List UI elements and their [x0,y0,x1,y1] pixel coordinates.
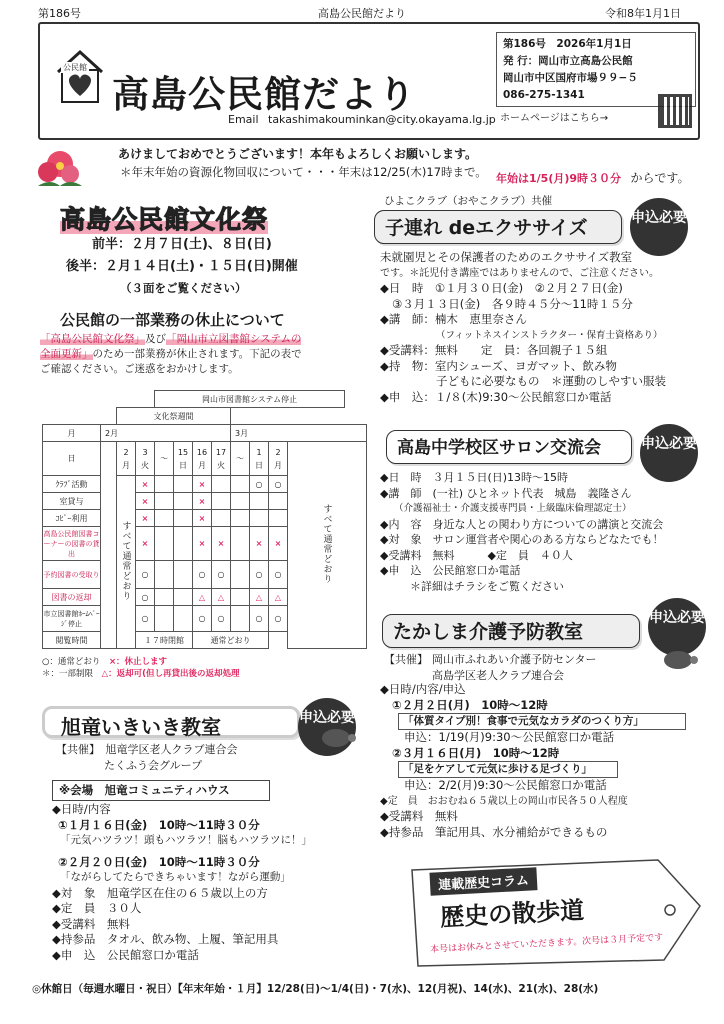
kyokuryu-capacity: ◆定 員 ３０人 [52,901,142,915]
festival-title [56,200,272,236]
festival-first: 前半：２月７日(土)、８日(日) [92,237,272,252]
closure-table: 岡山市図書館システム停止 文化祭週間 月 2月 3月 日 2 月 3 火 〜 15 日 16 月 17 火 〜 1 日 2 月 すべて通常どおり ｸﾗﾌﾞ活動 すべて通常どおり × × ○ ○ 室貸与 × × ｺﾋﾟｰ利用 × × 高島公民館図書コーナーの図書の貸出 × × × × × 予約図書の受取り ○ ○ ○ ○ ○ 図書の返却 ○ △ △ △ △ 市立図書館ﾎｰﾑﾍﾟｰｼﾞ停止 ○ ○ ○ ○ ○ 閲覧時間 １７時閉館 通常どおり [42,390,367,649]
greeting-line-1: あけましておめでとうございます！本年もよろしくお願いします。 [118,147,478,161]
kaigo-capacity: ◆定 員 おおむね６５歳以上の岡山市民各５０人程度 [380,795,628,807]
day-2b: 2 月 [269,442,288,476]
kyokuryu-bring: ◆持参品 タオル、飲み物、上履、筆記用具 [52,932,279,946]
kaigo-apply-badge: 申込必要 [648,598,706,656]
kids-title: 子連れ deエクササイズ [374,210,622,244]
address: 岡山市中区国府市場９９−５ [503,72,638,84]
day-16: 16 月 [193,442,212,476]
kyokuryu-session-2: ②２月２０日(金) 10時〜11時３０分 [58,854,260,869]
kaigo-host2: 高島学区老人クラブ連合会 [432,668,564,682]
history-note: 本号はお休みとさせていただきます。次号は３月予定です [429,932,664,956]
kids-dates: ◆日 時 ①１月３０日(金) ②２月２７日(金) [380,281,623,295]
kyokuryu-apply-badge: 申込必要 [298,698,356,756]
kaigo-host-label: 【共催】 [384,653,428,666]
issue-line: 第186号 2026年1月1日 [503,38,632,50]
kaigo-dt-label: ◆日時/内容/申込 [380,682,466,696]
month-feb: 2月 [101,425,231,442]
greeting-end: からです。 [630,171,690,185]
closure-title: 公民館の一部業務の休止について [60,311,285,329]
system-stop-header: 岡山市図書館システム停止 [155,391,345,408]
closure-festival: 「高島公民館文化祭」 [40,333,145,345]
festival-title-text: 高島公民館文化祭 [60,205,269,234]
salon-fee-capacity: ◆受講料 無料 ◆定 員 ４０人 [380,548,573,562]
masthead [38,22,700,140]
kyokuryu-target: ◆対 象 旭竜学区在住の６５歳以上の方 [52,885,268,900]
publisher-line: 発 行：岡山市立高島公民館 [503,55,633,67]
kaigo-bring: ◆持参品 筆記用具、水分補給ができるもの [380,824,608,839]
salon-target: ◆対 象 サロン運営者や関心のある方ならどなたでも！ [380,533,664,546]
recycle-notice: ＊年末年始の資源化物回収について・・・年末は12/25(木)17時まで。 [120,165,487,179]
row-return: 図書の返却 [43,589,101,606]
kids-instructor-note: （フィットネスインストラクター・保育士資格あり） [436,329,663,341]
normal-before: すべて通常どおり [120,521,131,601]
closed-days: ◎休館日（毎週水曜日・祝日）【年末年始・１月】12/28(日)〜1/4(日)・7(水)、12(月祝)、14(水)、21(水)、28(水) [32,983,599,995]
kyokuryu-apply: ◆申 込 公民館窓口か電話 [52,947,199,962]
legend-stop: ×：休止します [108,657,168,667]
row-lending: 高島公民館図書コーナーの図書の貸出 [43,527,101,561]
salon-lecturer-note: （介護福祉士・介護支援専門員・上級臨床倫理認定士） [394,503,632,514]
closure-text: のため一部業務が休止されます。下記の表で [92,348,302,361]
kaigo-fee: ◆受講料 無料 [380,809,458,823]
masthead-title: 高島公民館だより [112,72,416,116]
closure-body [40,332,370,378]
kaigo-details [380,682,702,840]
kaigo-session-1: ①２月２日(月) 10時〜12時 [392,697,548,712]
kids-bring-2: 子どもに必要なもの ＊運動のしやすい服装 [436,374,666,388]
kyokuryu-session-2-topic: 「ながらしてたらできちゃいます！ながら運動」 [60,871,291,883]
festival-week-header: 文化祭週間 [117,408,231,425]
kaigo-session-2: ②３月１６日(月) 10時〜12時 [392,745,560,760]
kaigo-turtle-icon [660,648,700,670]
kaigo-session-2-apply: 申込：2/2(月)9:30〜公民館窓口か電話 [404,778,607,792]
turtle-icon [318,726,358,748]
kyokuryu-host [56,742,238,774]
salon-datetime: ◆日 時 ３月１５日(日)13時〜15時 [380,471,569,484]
closure-update: 全面更新」 [40,348,93,361]
history-title: 歴史の散歩道 [439,895,585,932]
qr-code-icon[interactable] [658,94,692,128]
legend-limit: ＊：一部制限 [42,669,94,680]
row-room: 室貸与 [43,493,101,510]
day-17: 17 火 [212,442,231,476]
kaigo-host [384,652,597,684]
kaigo-session-2-topic: 「足をケアして元気に歩ける足づくり」 [398,761,618,778]
logo-house-icon [54,46,106,104]
salon-lecturer: ◆講 師 (一社) ひとネット代表 城島 義隆さん [380,486,632,500]
day-3: 3 火 [136,442,155,476]
history-column-tag [408,856,704,968]
festival-second: 後半：２月１４日(土)・１５日(日)開催 [66,259,298,274]
kyokuryu-host2: たくふう会グループ [104,758,203,772]
greeting-line-2 [120,164,487,181]
kids-subtitle: ひよこクラブ（おやこクラブ）共催 [384,195,553,207]
kyokuryu-host1: 旭竜学区老人クラブ連合会 [105,743,238,756]
greeting-line-2-end [496,170,689,187]
festival-note: （３面をご覧ください） [120,281,247,295]
email-link[interactable]: takashimakouminkan@city.okayama.lg.jp [268,113,496,126]
normal-after: すべて通常どおり [321,504,332,584]
closure-and: 及び [145,333,166,345]
month-label: 月 [43,425,101,442]
hours-normal: 通常どおり [193,632,269,649]
kaigo-title: たかしま介護予防教室 [382,614,640,648]
kyokuryu-session-1: ①１月１６日(金) 10時〜11時３０分 [58,817,260,832]
salon-title: 高島中学校区サロン交流会 [386,430,632,464]
row-reserve: 予約図書の受取り [43,561,101,589]
day-label: 日 [43,442,101,476]
issue-number: 第186号 [38,7,81,20]
day-range-1: 〜 [155,442,174,476]
kids-desc-2: です。＊託児付き講座ではありませんので、ご注意ください。 [380,267,659,279]
day-2: 2 月 [117,442,136,476]
email-label: Email [228,113,259,126]
kids-apply: ◆申 込：１/８(木)9:30〜公民館窓口か電話 [380,389,612,404]
row-copy: ｺﾋﾟｰ利用 [43,510,101,527]
kyokuryu-details [52,802,372,963]
kaigo-session-1-topic: 「体質タイプ別！食事で元気なカラダのつくり方」 [398,713,686,730]
salon-content: ◆内 容 身近な人との関わり方についての講演と交流会 [380,517,664,531]
kids-apply-badge: 申込必要 [630,198,688,256]
row-hours: 閲覧時間 [43,632,101,649]
salon-flyer-note: ＊詳細はチラシをご覧ください [410,579,564,593]
camellia-icon [30,142,90,192]
header-date: 令和8年1月1日 [605,7,681,20]
kyokuryu-dt-label: ◆日時/内容 [52,802,111,816]
row-homepage: 市立図書館ﾎｰﾑﾍﾟｰｼﾞ停止 [43,606,101,632]
header-title: 高島公民館だより [318,7,406,20]
kyokuryu-session-1-topic: 「元気ハツラツ！頭もハツラツ！脳もハツラツに！」 [60,834,312,846]
kyokuryu-fee: ◆受講料 無料 [52,916,130,931]
kids-fee-capacity: ◆受講料：無料 定 員：各回親子１５組 [380,343,608,357]
closure-library: 「岡山市立図書館システムの [166,333,302,345]
kyokuryu-host-label: 【共催】 [56,743,95,756]
kids-details [380,250,702,405]
logo-text: 公民館 [63,63,87,72]
kyokuryu-venue: ※会場 旭竜コミュニティハウス [52,780,270,801]
table-legend [42,656,368,681]
kyokuryu-title: 旭竜いきいき教室 [42,706,300,738]
row-club: ｸﾗﾌﾞ活動 [43,476,101,493]
kids-bring: ◆持 物：室内シューズ、ヨガマット、飲み物 [380,358,617,373]
day-1: 1 日 [250,442,269,476]
kids-dates-2: ③３月１３日(金) 各９時４５分〜11時１５分 [392,296,633,311]
kaigo-host1: 岡山市ふれあい介護予防センター [432,653,597,666]
kids-desc-1: 未就園児とその保護者のためのエクササイズ教室 [380,250,633,264]
phone: 086-275-1341 [503,89,585,101]
day-range-2: 〜 [231,442,250,476]
hours-17: １７時閉館 [136,632,193,649]
legend-normal: ○：通常どおり [42,657,101,667]
legend-return: △：返却可(但し再貸出後の返却処理 [101,669,240,680]
salon-apply: ◆申 込 公民館窓口か電話 [380,564,521,577]
day-15: 15 日 [174,442,193,476]
homepage-link[interactable]: ホームページはこちら→ [500,113,609,124]
month-mar: 3月 [231,425,367,442]
new-year-start: 年始は1/5(月)9時３０分 [496,172,622,185]
salon-details [380,470,702,594]
kaigo-session-1-apply: 申込：1/19(月)9:30〜公民館窓口か電話 [404,730,615,744]
salon-apply-badge: 申込必要 [640,424,698,482]
history-series: 連載歴史コラム [429,867,537,896]
closure-apology: ご確認ください。ご迷惑をおかけします。 [40,363,239,376]
kids-instructor: ◆講 師：楠木 恵里奈さん [380,312,527,326]
